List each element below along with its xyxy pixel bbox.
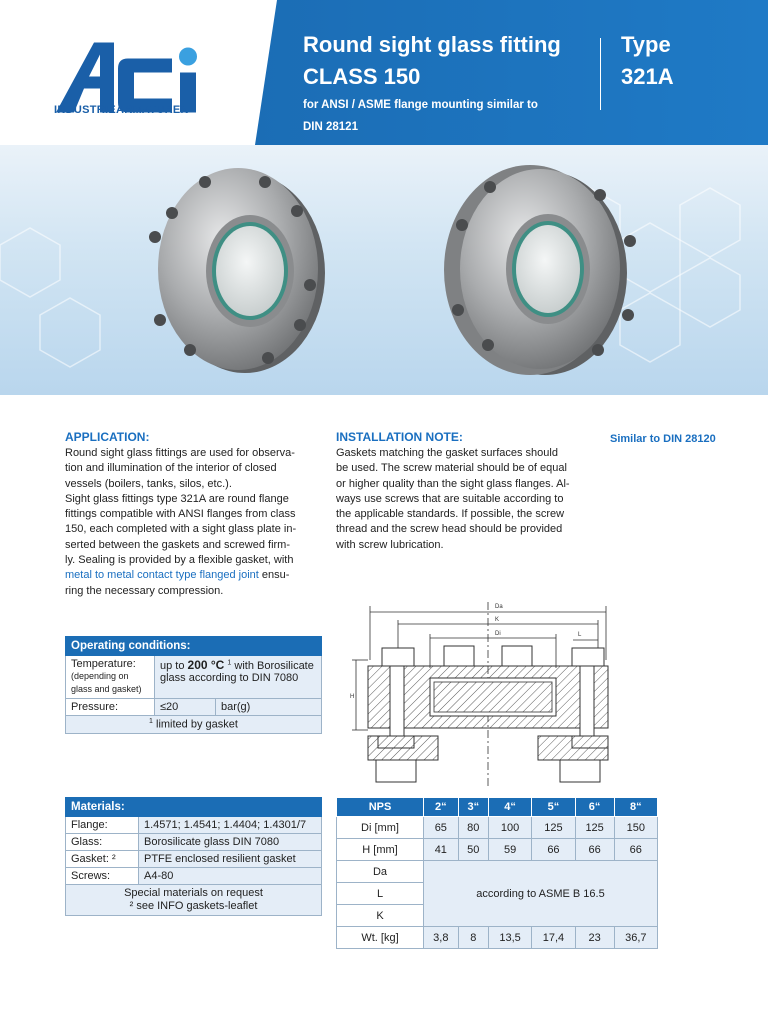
pressure-unit: bar(g) xyxy=(216,699,322,716)
application-line xyxy=(65,568,323,583)
temperature-note: (depending on glass and gasket) xyxy=(71,671,142,694)
h-label: H [mm] xyxy=(337,839,424,861)
temperature-label: Temperature: xyxy=(71,658,136,670)
materials-footer xyxy=(66,885,322,916)
di-value: 150 xyxy=(614,817,657,839)
di-value: 125 xyxy=(575,817,614,839)
application-text xyxy=(65,446,323,599)
wt-value: 23 xyxy=(575,927,614,949)
flange-left xyxy=(149,168,325,373)
h-value: 41 xyxy=(424,839,459,861)
materials-table xyxy=(65,797,322,916)
installation-line: Gaskets matching the gasket surfaces should xyxy=(336,447,558,459)
drawing-label-da: Da xyxy=(495,604,503,610)
application-line: Sight glass fittings type 321A are round flange xyxy=(65,492,289,505)
operating-footnote xyxy=(66,716,322,734)
application-line: vessels (boilers, tanks, silos, etc.). xyxy=(65,477,232,490)
wt-value: 8 xyxy=(458,927,488,949)
drawing-label-k: K xyxy=(495,617,500,623)
title-divider xyxy=(600,38,601,110)
h-value: 66 xyxy=(575,839,614,861)
materials-heading: Materials: xyxy=(66,798,322,817)
dim-header: 2“ xyxy=(424,798,459,817)
pressure-label: Pressure: xyxy=(66,699,155,716)
temperature-prefix: up to xyxy=(160,660,188,672)
wt-value: 13,5 xyxy=(488,927,531,949)
application-line: Round sight glass fittings are used for observa- xyxy=(65,447,295,459)
dim-header: 4“ xyxy=(488,798,531,817)
application-line-rest: ensu- xyxy=(258,569,290,582)
dim-header: 6“ xyxy=(575,798,614,817)
drawing-label-h: H xyxy=(350,694,355,700)
dim-header: 3“ xyxy=(458,798,488,817)
installation-heading: INSTALLATION NOTE: xyxy=(336,430,463,444)
similar-note: Similar to DIN 28120 xyxy=(610,433,716,445)
technical-drawing xyxy=(348,598,638,790)
subtitle-line-2: DIN 28121 xyxy=(303,121,358,133)
footnote-marker: 1 xyxy=(149,718,153,725)
application-line: tion and illumination of the interior of closed xyxy=(65,462,277,475)
materials-footer-line-2: ² see INFO gaskets-leaflet xyxy=(129,900,258,912)
drawing-label-l: L xyxy=(578,632,582,638)
flanged-joint-link[interactable]: metal to metal contact type flanged joint xyxy=(65,569,259,582)
asme-note: according to ASME B 16.5 xyxy=(424,861,658,927)
material-label: Glass: xyxy=(66,834,139,851)
di-value: 65 xyxy=(424,817,459,839)
installation-line: thread and the screw head should be provided xyxy=(336,523,563,536)
type-label: Type xyxy=(621,32,671,57)
material-value: PTFE enclosed resilient gasket xyxy=(139,851,322,868)
wt-value: 3,8 xyxy=(424,927,459,949)
logo-subtitle: INDUSTRIEARMATUREN xyxy=(54,104,189,116)
application-heading: APPLICATION: xyxy=(65,430,150,444)
application-line: 150, each completed with a sight glass plate in- xyxy=(65,523,297,536)
material-label: Flange: xyxy=(66,817,139,834)
di-value: 80 xyxy=(458,817,488,839)
wt-value: 17,4 xyxy=(532,927,575,949)
title-line-1: Round sight glass fitting xyxy=(303,32,561,57)
product-photo xyxy=(0,145,768,395)
installation-text xyxy=(336,446,594,553)
material-label: Screws: xyxy=(66,868,139,885)
subtitle-line-1: for ANSI / ASME flange mounting similar to xyxy=(303,99,538,111)
title-line-2: CLASS 150 xyxy=(303,64,421,89)
installation-line: with screw lubrication. xyxy=(336,538,444,551)
h-value: 66 xyxy=(614,839,657,861)
h-value: 59 xyxy=(488,839,531,861)
di-label: Di [mm] xyxy=(337,817,424,839)
materials-footer-line-1: Special materials on request xyxy=(124,887,263,899)
k-label: K xyxy=(337,905,424,927)
temperature-value xyxy=(155,656,322,699)
di-value: 125 xyxy=(532,817,575,839)
application-line: ly. Sealing is provided by a flexible gasket, with xyxy=(65,554,294,567)
dimensions-table xyxy=(336,797,658,949)
dim-header: NPS xyxy=(337,798,424,817)
wt-value: 36,7 xyxy=(614,927,657,949)
installation-line: be used. The screw material should be of equal xyxy=(336,462,567,475)
di-value: 100 xyxy=(488,817,531,839)
wt-label: Wt. [kg] xyxy=(337,927,424,949)
footnote-text: limited by gasket xyxy=(152,718,238,731)
operating-heading: Operating conditions: xyxy=(66,637,322,656)
dim-header: 8“ xyxy=(614,798,657,817)
type-value: 321A xyxy=(621,64,674,89)
material-label: Gasket: ² xyxy=(66,851,139,868)
installation-line: the applicable standards. If possible, the screw xyxy=(336,508,565,521)
temperature-label-cell xyxy=(66,656,155,699)
h-value: 66 xyxy=(532,839,575,861)
application-line: ring the necessary compression. xyxy=(65,584,224,597)
temperature-footnote-marker: 1 xyxy=(227,659,232,667)
operating-conditions-table xyxy=(65,636,322,734)
temperature-max: 200 °C xyxy=(187,658,225,672)
pressure-value: ≤20 xyxy=(155,699,216,716)
da-label: Da xyxy=(337,861,424,883)
material-value: A4-80 xyxy=(139,868,322,885)
temperature-glass: with Borosilicate glass according to DIN 7080 xyxy=(160,660,314,684)
dim-header: 5“ xyxy=(532,798,575,817)
l-label: L xyxy=(337,883,424,905)
h-value: 50 xyxy=(458,839,488,861)
application-line: serted between the gaskets and screwed firm- xyxy=(65,538,291,551)
installation-line: or higher quality than the sight glass flanges. Al- xyxy=(336,477,570,490)
installation-line: ways use screws that are suitable according to xyxy=(336,492,564,505)
hexagon-pattern xyxy=(0,145,768,395)
drawing-label-di: Di xyxy=(495,631,501,637)
material-value: 1.4571; 1.4541; 1.4404; 1.4301/7 xyxy=(139,817,322,834)
application-line: fittings compatible with ANSI flanges from class xyxy=(65,508,296,521)
flange-right xyxy=(444,165,636,375)
material-value: Borosilicate glass DIN 7080 xyxy=(139,834,322,851)
